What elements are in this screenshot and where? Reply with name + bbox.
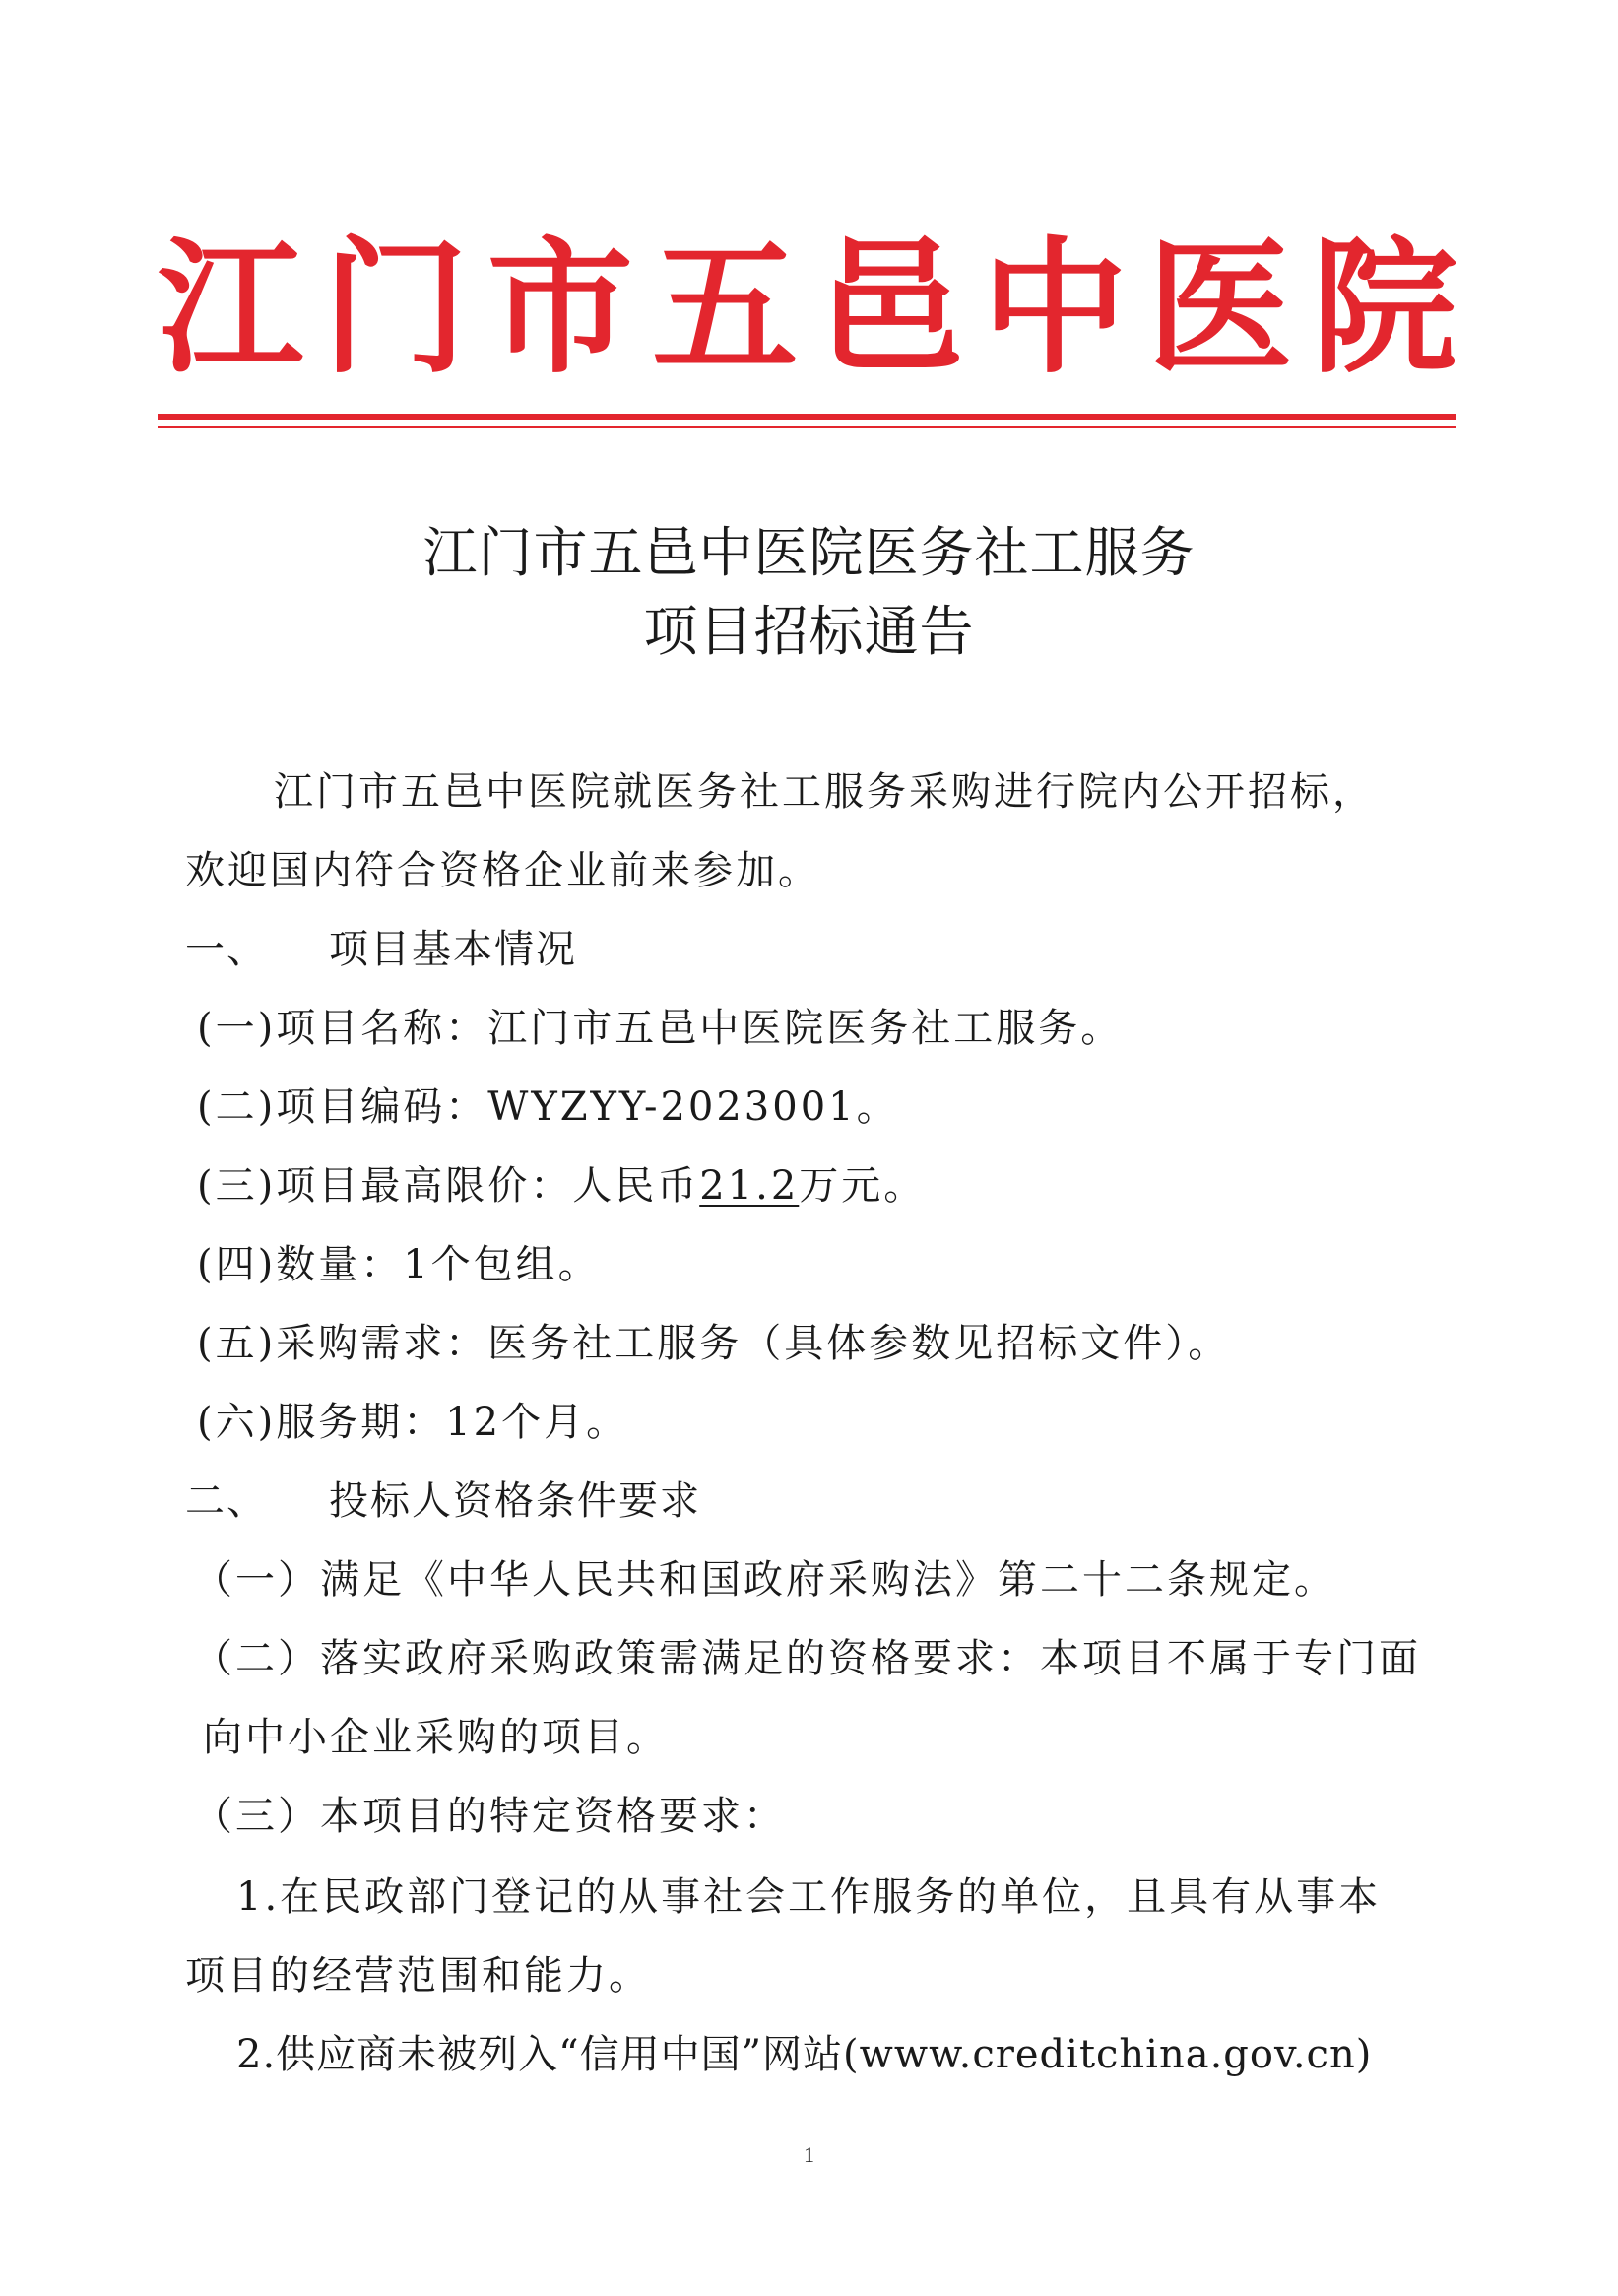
section1-item-requirement: (五)采购需求：医务社工服务（具体参数见招标文件）。 <box>197 1321 1231 1366</box>
letterhead-char: 五 <box>652 222 799 393</box>
letterhead-char: 门 <box>322 222 469 393</box>
intro-line1: 江门市五邑中医院就医务社工服务采购进行院内公开招标， <box>274 769 1375 815</box>
section2-heading-number: 二、 <box>185 1478 268 1524</box>
page-number: 1 <box>804 2142 814 2167</box>
letterhead-char: 邑 <box>816 222 963 393</box>
section2-heading <box>185 1478 701 1524</box>
letterhead-char: 市 <box>486 222 633 393</box>
letterhead-char: 医 <box>1146 222 1293 393</box>
price-suffix: 万元。 <box>799 1163 927 1209</box>
letterhead-char: 院 <box>1311 222 1457 393</box>
letterhead-title <box>158 219 1457 396</box>
price-prefix: (三)项目最高限价：人民币 <box>197 1163 700 1209</box>
section1-item-code: (二)项目编码：WYZYY-2023001。 <box>197 1084 899 1130</box>
section2-req2-line2: 向中小企业采购的项目。 <box>203 1715 669 1760</box>
document-title-line1: 江门市五邑中医院医务社工服务 <box>422 521 1196 584</box>
document-title-line2: 项目招标通告 <box>643 600 975 663</box>
section1-item-price <box>197 1163 927 1209</box>
section1-item-period: (六)服务期：12个月。 <box>197 1400 629 1445</box>
letterhead-char: 中 <box>982 222 1129 393</box>
letterhead-divider-thin <box>158 426 1456 428</box>
letterhead-divider-thick <box>158 414 1456 420</box>
section2-req3-2-line1: 2.供应商未被列入“信用中国”网站(www.creditchina.gov.cn) <box>236 2032 1373 2077</box>
section2-req3-1-line2: 项目的经营范围和能力。 <box>185 1953 651 1999</box>
letterhead-char: 江 <box>158 222 303 393</box>
section2-req2-line1: （二）落实政府采购政策需满足的资格要求：本项目不属于专门面 <box>193 1636 1421 1681</box>
section1-heading-text: 项目基本情况 <box>329 927 577 972</box>
section1-heading <box>185 927 577 972</box>
section2-req3-1-line1: 1.在民政部门登记的从事社会工作服务的单位，且具有从事本 <box>236 1874 1382 1920</box>
intro-line2: 欢迎国内符合资格企业前来参加。 <box>185 848 820 893</box>
section2-req3: （三）本项目的特定资格要求： <box>193 1794 786 1839</box>
section2-req1: （一）满足《中华人民共和国政府采购法》第二十二条规定。 <box>193 1557 1336 1603</box>
price-value: 21.2 <box>699 1163 800 1209</box>
section1-heading-number: 一、 <box>185 927 268 972</box>
section1-item-quantity: (四)数量：1个包组。 <box>197 1242 601 1287</box>
section1-item-name: (一)项目名称：江门市五邑中医院医务社工服务。 <box>197 1006 1124 1051</box>
section2-heading-text: 投标人资格条件要求 <box>329 1478 701 1524</box>
